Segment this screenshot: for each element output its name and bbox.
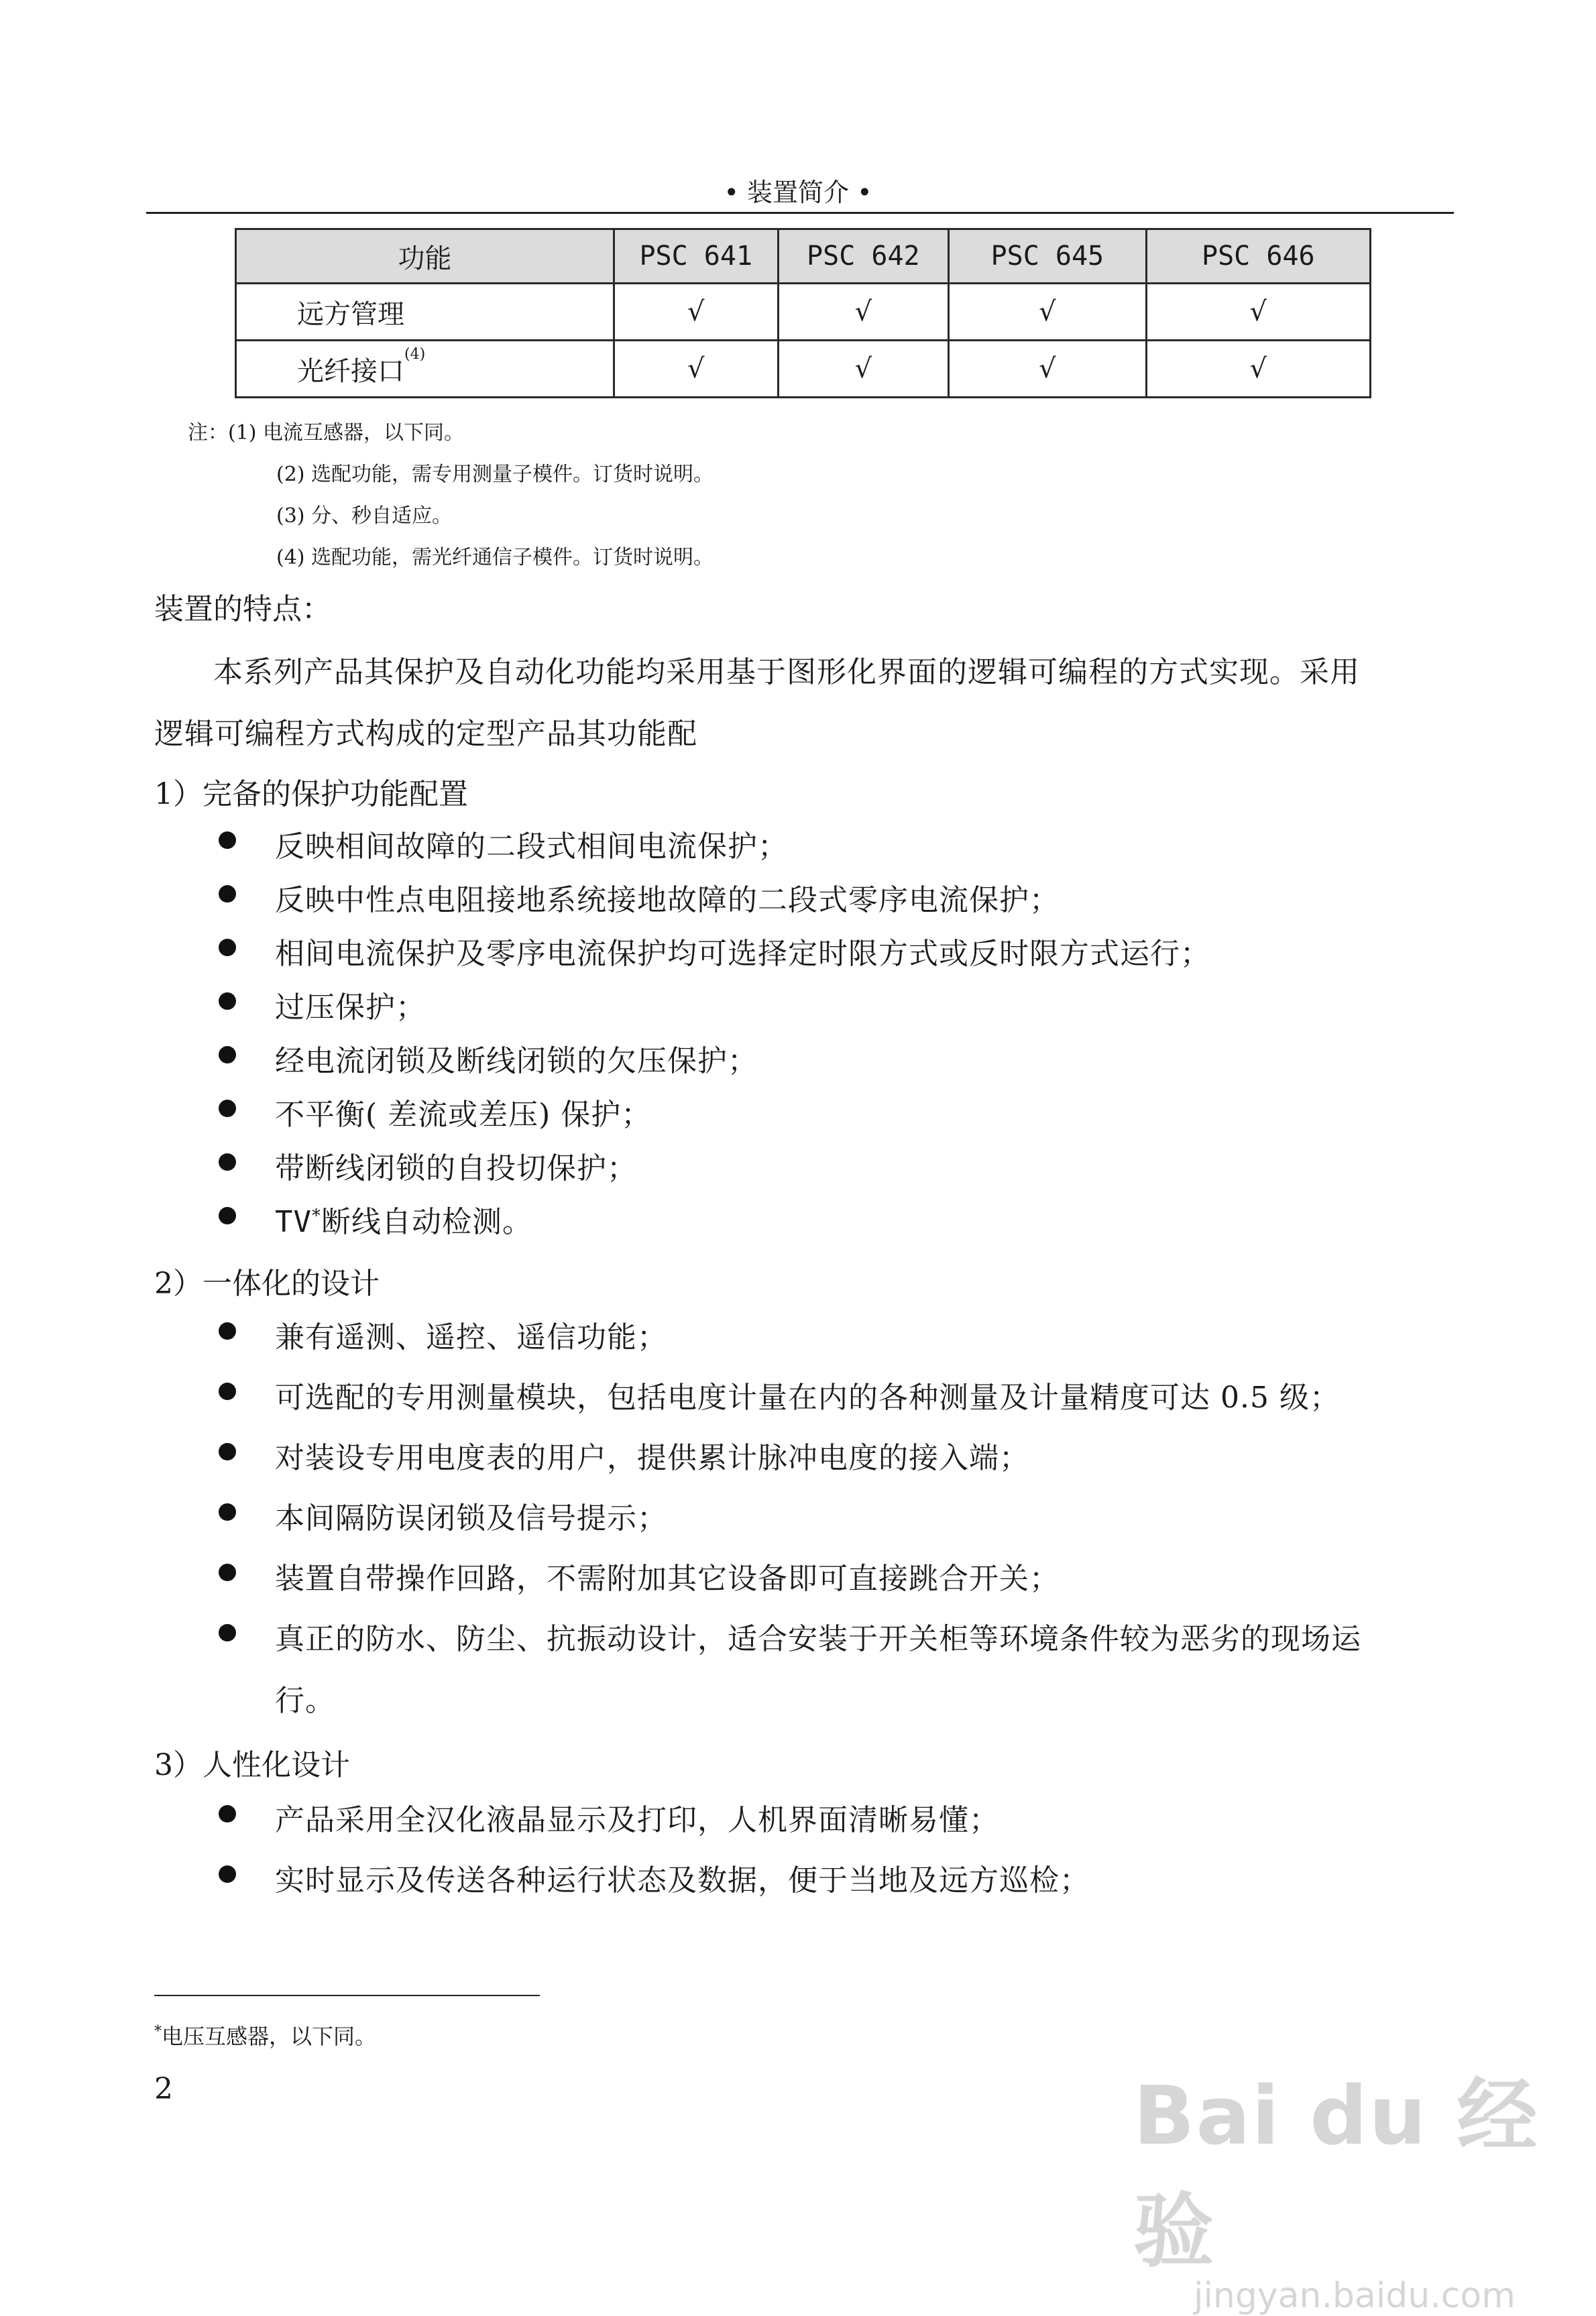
- list-item: 装置自带操作回路，不需附加其它设备即可直接跳合开关；: [275, 1562, 1060, 1596]
- table-note: (2) 选配功能，需专用测量子模件。订货时说明。: [276, 463, 714, 486]
- table-note: 注：(1) 电流互感器，以下同。: [188, 421, 465, 445]
- bullet-icon: [219, 885, 236, 903]
- bullet-icon: [219, 1564, 236, 1581]
- table-row: [236, 284, 1371, 341]
- check-mark: √: [949, 341, 1146, 398]
- table-row: [236, 341, 1371, 398]
- features-title: 装置的特点：: [154, 592, 331, 626]
- column-header: PSC 645: [949, 229, 1146, 284]
- list-item: 相间电流保护及零序电流保护均可选择定时限方式或反时限方式运行；: [275, 937, 1210, 971]
- check-mark: √: [1146, 341, 1370, 398]
- intro-paragraph-line: 逻辑可编程方式构成的定型产品其功能配: [154, 717, 697, 751]
- bullet-icon: [219, 1805, 236, 1822]
- footnote-rule: [154, 1995, 540, 1996]
- list-item: 不平衡( 差流或差压) 保护；: [275, 1098, 652, 1132]
- bullet-icon: [219, 1153, 236, 1171]
- bullet-icon: [219, 1207, 236, 1224]
- page-number: 2: [154, 2072, 173, 2106]
- bullet-icon: [219, 1865, 236, 1883]
- table-header-row: [236, 229, 1371, 284]
- list-item: 兼有遥测、遥控、遥信功能；: [275, 1320, 667, 1354]
- list-item: 反映中性点电阻接地系统接地故障的二段式零序电流保护；: [275, 883, 1060, 917]
- watermark-logo: [1133, 2052, 1596, 2316]
- list-item: 实时显示及传送各种运行状态及数据，便于当地及远方巡检；: [275, 1863, 1090, 1898]
- watermark-url: jingyan.baidu.com: [1194, 2276, 1516, 2316]
- intro-paragraph-line: 本系列产品其保护及自动化功能均采用基于图形化界面的逻辑可编程的方式实现。采用: [213, 655, 1360, 689]
- list-item: 本间隔防误闭锁及信号提示；: [275, 1501, 667, 1536]
- bullet-icon: [219, 1100, 236, 1117]
- bullet-icon: [219, 992, 236, 1010]
- column-header: PSC 642: [778, 229, 949, 284]
- page-header: • 装置简介 •: [724, 178, 872, 207]
- list-item: 反映相间故障的二段式相间电流保护；: [275, 829, 788, 864]
- section-title: 1）完备的保护功能配置: [154, 777, 468, 811]
- list-item: TV*断线自动检测。: [275, 1205, 532, 1239]
- list-item: 带断线闭锁的自投切保护；: [275, 1151, 637, 1185]
- check-mark: √: [614, 284, 778, 341]
- bullet-icon: [219, 1322, 236, 1340]
- bullet-icon: [219, 1046, 236, 1063]
- list-item: 产品采用全汉化液晶显示及打印，人机界面清晰易懂；: [275, 1803, 999, 1837]
- list-item: 真正的防水、防尘、抗振动设计，适合安装于开关柜等环境条件较为恶劣的现场运: [275, 1622, 1361, 1656]
- check-mark: √: [1146, 284, 1370, 341]
- list-item: 可选配的专用测量模块，包括电度计量在内的各种测量及计量精度可达 0.5 级；: [275, 1381, 1340, 1415]
- footnote: *电压互感器，以下同。: [154, 2023, 377, 2049]
- section-title: 2）一体化的设计: [154, 1267, 380, 1301]
- section-title: 3）人性化设计: [154, 1748, 350, 1782]
- check-mark: √: [778, 284, 949, 341]
- function-table: [235, 228, 1371, 398]
- footnote-ref: *: [311, 1206, 321, 1226]
- row-label: 远方管理: [236, 284, 614, 341]
- bullet-icon: [219, 1383, 236, 1400]
- bullet-icon: [219, 1443, 236, 1460]
- bullet-icon: [219, 1503, 236, 1521]
- column-header: PSC 641: [614, 229, 778, 284]
- bullet-icon: [219, 939, 236, 956]
- list-item: 过压保护；: [275, 990, 426, 1025]
- check-mark: √: [614, 341, 778, 398]
- header-rule: [146, 212, 1454, 214]
- table-note: (3) 分、秒自适应。: [276, 504, 453, 528]
- watermark-brand: Bai du 经验: [1133, 2070, 1539, 2278]
- note-ref: (4): [404, 345, 426, 363]
- list-item-continuation: 行。: [275, 1684, 335, 1718]
- bullet-icon: [219, 1624, 236, 1641]
- row-label: 光纤接口$^{(4)}$: [236, 341, 614, 398]
- bullet-icon: [219, 831, 236, 849]
- list-item: 经电流闭锁及断线闭锁的欠压保护；: [275, 1044, 758, 1078]
- table-note: (4) 选配功能，需光纤通信子模件。订货时说明。: [276, 546, 714, 569]
- check-mark: √: [949, 284, 1146, 341]
- list-item: 对装设专用电度表的用户，提供累计脉冲电度的接入端；: [275, 1441, 1029, 1475]
- column-header: 功能: [236, 229, 614, 284]
- column-header: PSC 646: [1146, 229, 1370, 284]
- check-mark: √: [778, 341, 949, 398]
